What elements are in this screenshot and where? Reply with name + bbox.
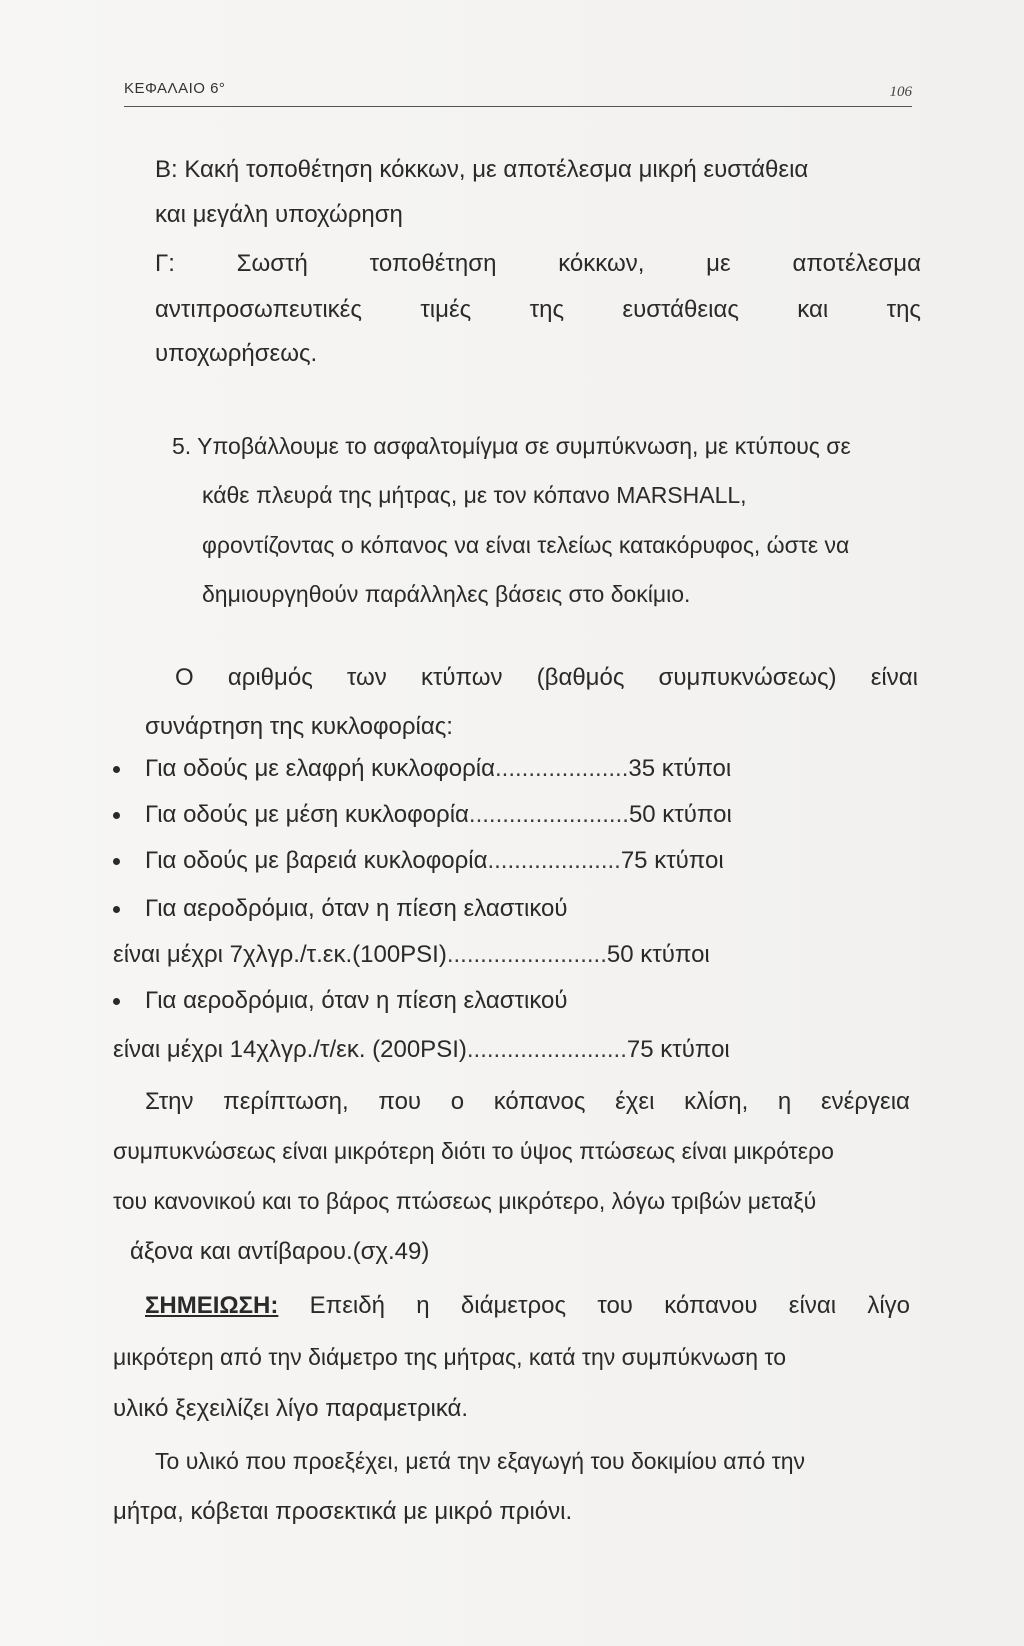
note-label: ΣΗΜΕΙΩΣΗ: (145, 1292, 279, 1319)
airport1-text: είναι μέχρι 7χλγρ./τ.εκ.(100PSI) (113, 941, 447, 968)
leader-dots: ........................ (466, 1036, 627, 1063)
page-header (124, 70, 912, 107)
word: Ο (175, 664, 194, 691)
word: Σωστή (236, 250, 308, 277)
leader-dots: ........................ (446, 941, 607, 968)
bullet-icon (113, 906, 120, 913)
word: με (706, 250, 731, 277)
word: η (777, 1088, 792, 1115)
word: ενέργεια (820, 1088, 910, 1115)
airport1-line-2 (113, 943, 710, 967)
word: είναι (870, 664, 918, 691)
bullet-value: 75 κτύποι (620, 847, 724, 874)
word: λίγο (867, 1292, 910, 1319)
case-line-3: του κανονικού και το βάρος πτώσεως μικρότερο, λόγω τριβών μεταξύ (113, 1188, 817, 1214)
note-line-3: υλικό ξεχειλίζει λίγο παραμετρικά. (113, 1395, 469, 1422)
para-b-line-2: και μεγάλη υποχώρηση (155, 201, 403, 228)
word: της (529, 296, 565, 323)
bullet-text: Για οδούς με μέση κυκλοφορία (145, 801, 469, 828)
intro-line-1 (175, 666, 918, 690)
para-g-line-1 (155, 252, 921, 276)
airport2-value: 75 κτύποι (626, 1036, 730, 1063)
word: έχει (615, 1088, 655, 1115)
page-number: 106 (889, 84, 912, 100)
case-line-2: συμπυκνώσεως είναι μικρότερη διότι το ύψος πτώσεως είναι μικρότερο (113, 1138, 834, 1164)
item5-line-1: 5. Υποβάλλουμε το ασφαλτομίγμα σε συμπύκνωση, με κτύπους σε (172, 433, 851, 459)
word: Στην (145, 1088, 194, 1115)
word: είναι (788, 1292, 837, 1319)
chapter-title: ΚΕΦΑΛΑΙΟ 6° (124, 80, 226, 97)
airport2-line-2 (113, 1038, 730, 1062)
word: αντιπροσωπευτικές (155, 296, 362, 323)
word: του (597, 1292, 633, 1319)
word: τιμές (420, 296, 472, 323)
bullet-item (145, 803, 732, 827)
word: διάμετρος (460, 1292, 567, 1319)
case-line-1 (145, 1090, 910, 1114)
airport1-value: 50 κτύποι (606, 941, 710, 968)
word: κόπανος (493, 1088, 586, 1115)
word: ο (450, 1088, 465, 1115)
word: αποτέλεσμα (792, 250, 921, 277)
word: των (346, 664, 387, 691)
bullet-icon (113, 998, 120, 1005)
word: η (416, 1292, 430, 1319)
airport1-line-1: Για αεροδρόμια, όταν η πίεση ελαστικού (145, 895, 568, 922)
bullet-icon (113, 766, 120, 773)
bullet-item (145, 757, 731, 781)
airport2-line-1: Για αεροδρόμια, όταν η πίεση ελαστικού (145, 987, 568, 1014)
word: (βαθμός (536, 664, 625, 691)
leader-dots: .................... (495, 755, 629, 782)
word: συμπυκνώσεως) (658, 664, 837, 691)
airport2-text: είναι μέχρι 14χλγρ./τ/εκ. (200PSI) (113, 1036, 467, 1063)
final-line-1: Το υλικό που προεξέχει, μετά την εξαγωγή του δοκιμίου από την (155, 1448, 806, 1474)
para-g-line-3: υποχωρήσεως. (155, 340, 318, 367)
word: που (378, 1088, 422, 1115)
word: και (797, 296, 829, 323)
para-g-line-2 (155, 298, 921, 322)
word: ευστάθειας (622, 296, 739, 323)
bullet-text: Για οδούς με βαρειά κυκλοφορία (145, 847, 488, 874)
word: κλίση, (684, 1088, 749, 1115)
word: της (886, 296, 921, 323)
item5-line-3: φροντίζοντας ο κόπανος να είναι τελείως κατακόρυφος, ώστε να (202, 532, 850, 558)
word: τοποθέτηση (369, 250, 497, 277)
word: Επειδή (309, 1292, 385, 1319)
word: αριθμός (227, 664, 313, 691)
word: κόπανου (664, 1292, 758, 1319)
word: κόκκων, (558, 250, 645, 277)
intro-line-2: συνάρτηση της κυκλοφορίας: (145, 713, 453, 740)
bullet-value: 50 κτύποι (628, 801, 732, 828)
note-line-2: μικρότερη από την διάμετρο της μήτρας, κατά την συμπύκνωση το (113, 1344, 787, 1370)
case-line-4: άξονα και αντίβαρου.(σχ.49) (130, 1238, 430, 1265)
item5-line-2: κάθε πλευρά της μήτρας, με τον κόπανο MARSHALL, (202, 482, 747, 508)
bullet-icon (113, 858, 120, 865)
final-line-2: μήτρα, κόβεται προσεκτικά με μικρό πριόνι. (113, 1498, 573, 1525)
leader-dots: ........................ (468, 801, 629, 828)
word: περίπτωση, (223, 1088, 349, 1115)
bullet-text: Για οδούς με ελαφρή κυκλοφορία (145, 755, 495, 782)
note-line-1 (145, 1294, 910, 1318)
word: Γ: (155, 250, 175, 277)
bullet-value: 35 κτύποι (628, 755, 732, 782)
bullet-icon (113, 812, 120, 819)
para-b-line-1: Β: Κακή τοποθέτηση κόκκων, με αποτέλεσμα μικρή ευστάθεια (155, 156, 809, 183)
bullet-item (145, 849, 724, 873)
item5-line-4: δημιουργηθούν παράλληλες βάσεις στο δοκίμιο. (202, 581, 691, 607)
leader-dots: .................... (487, 847, 621, 874)
word: κτύπων (420, 664, 503, 691)
